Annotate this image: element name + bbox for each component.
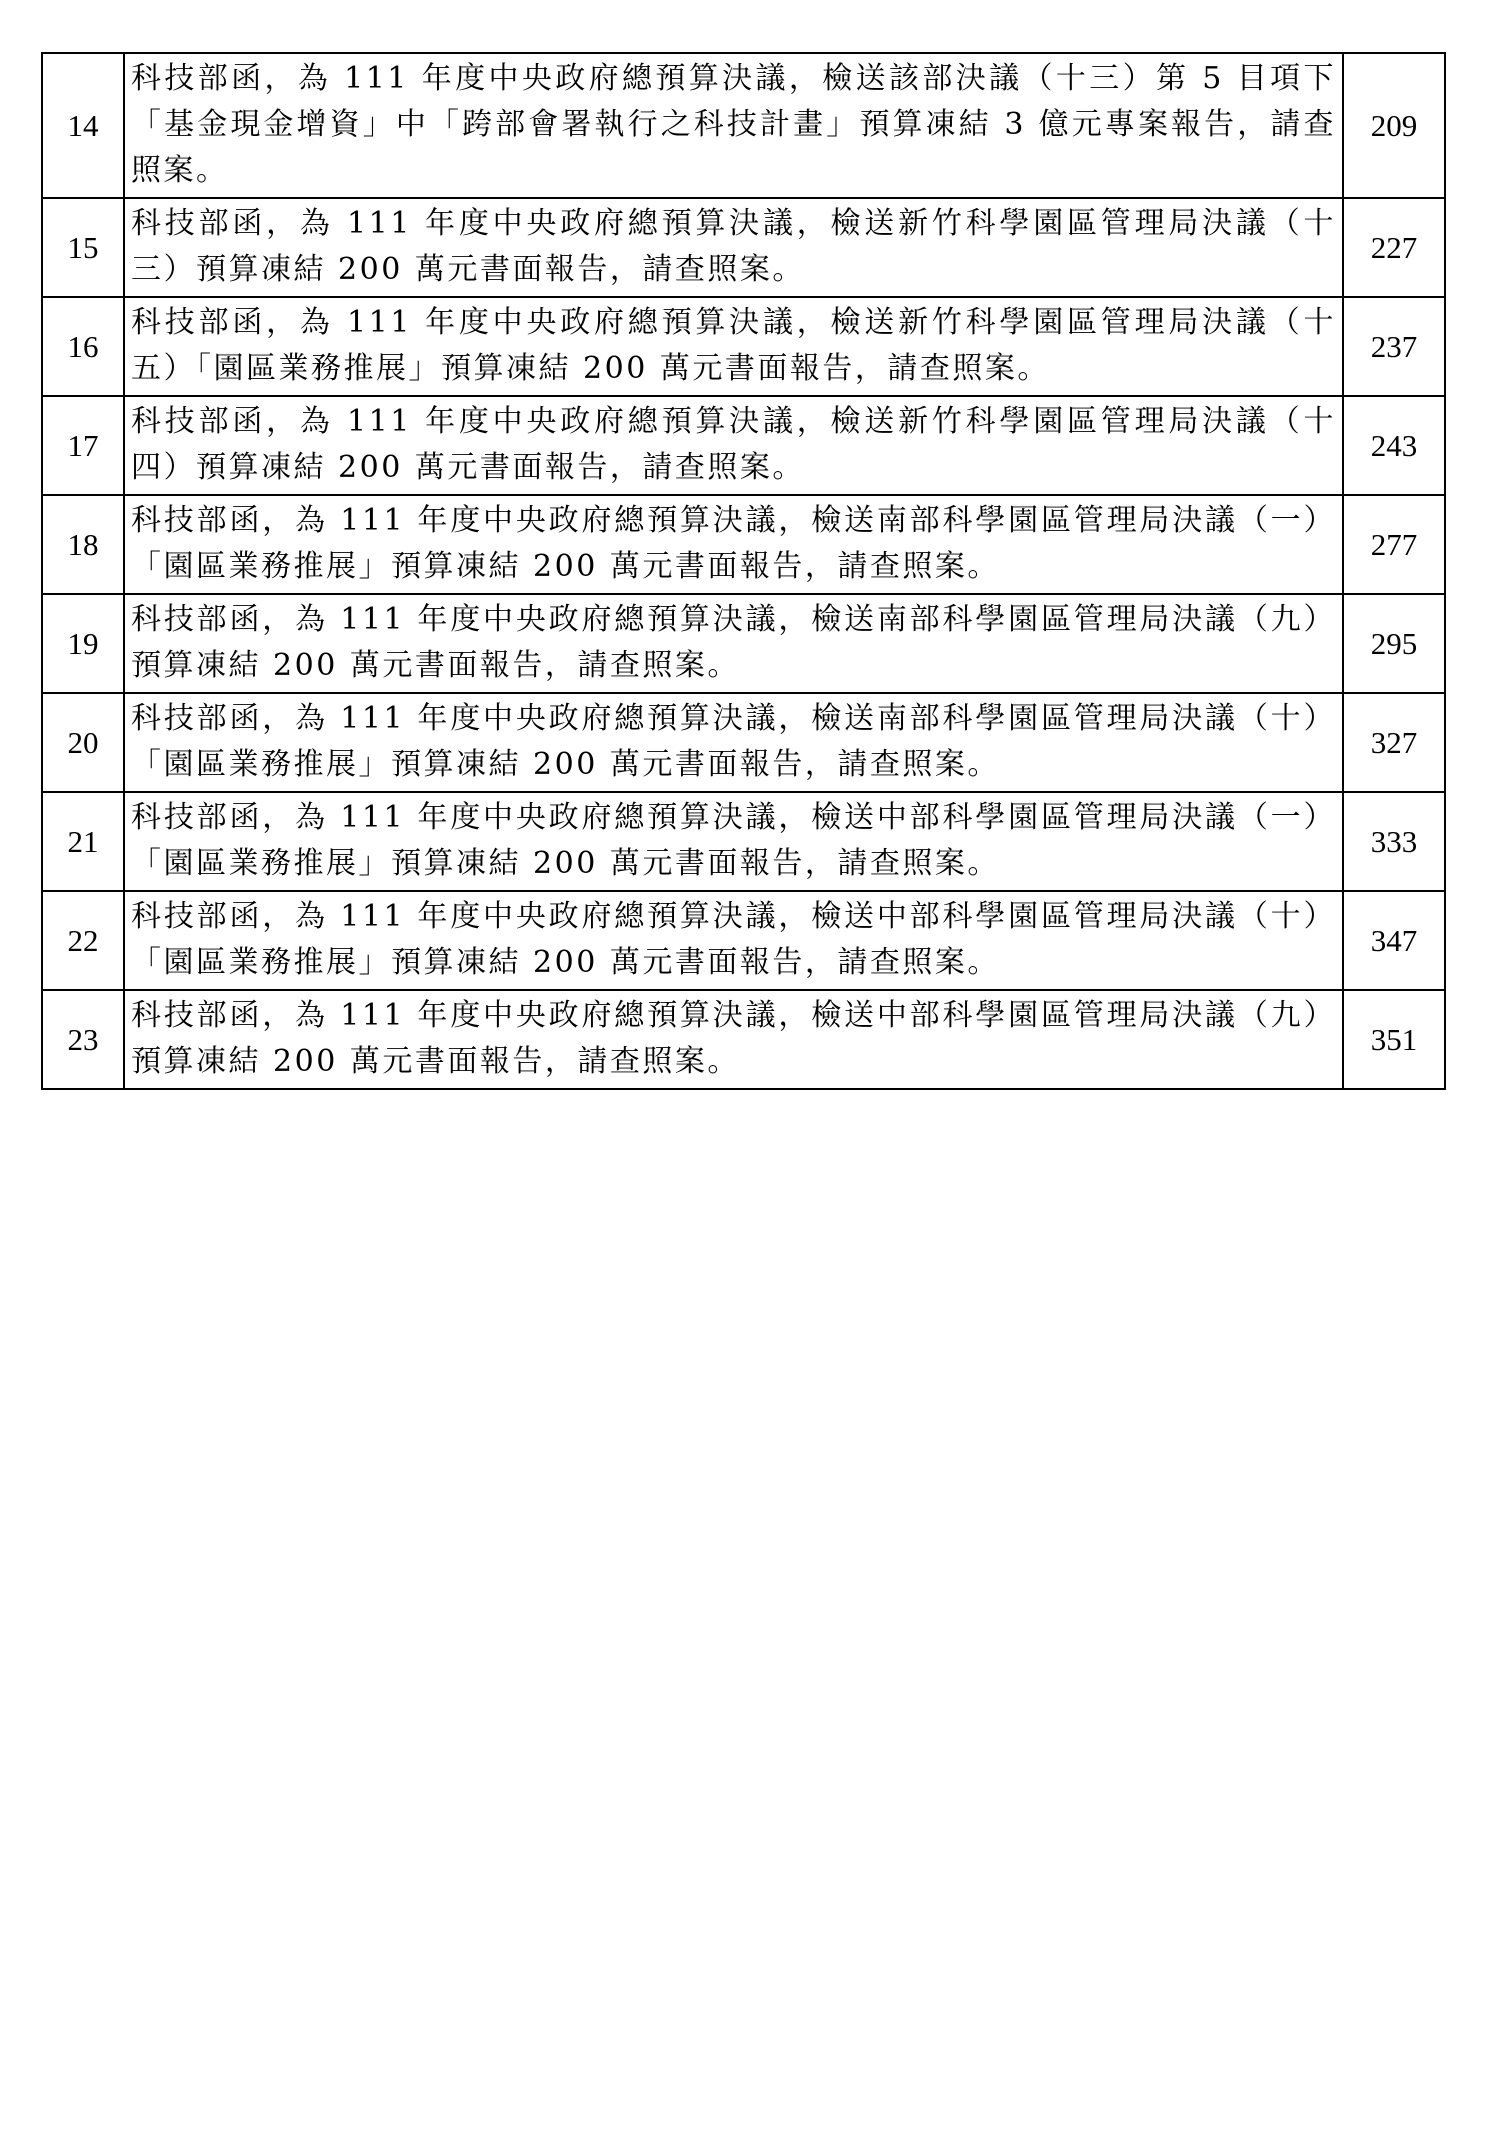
table-row (42, 594, 1445, 693)
item-number: 19 (42, 594, 124, 693)
item-number: 21 (42, 792, 124, 891)
item-description: 科技部函，為 111 年度中央政府總預算決議，檢送南部科學園區管理局決議（一）「園區業務推展」預算凍結 200 萬元書面報告，請查照案。 (124, 495, 1343, 594)
page-number: 347 (1343, 891, 1445, 990)
item-number: 22 (42, 891, 124, 990)
table-row (42, 396, 1445, 495)
page-number: 333 (1343, 792, 1445, 891)
item-description: 科技部函，為 111 年度中央政府總預算決議，檢送新竹科學園區管理局決議（十五）「園區業務推展」預算凍結 200 萬元書面報告，請查照案。 (124, 297, 1343, 396)
item-number: 16 (42, 297, 124, 396)
agenda-table (41, 52, 1446, 1090)
table-row (42, 495, 1445, 594)
item-number: 17 (42, 396, 124, 495)
item-description: 科技部函，為 111 年度中央政府總預算決議，檢送中部科學園區管理局決議（十）「園區業務推展」預算凍結 200 萬元書面報告，請查照案。 (124, 891, 1343, 990)
table-row (42, 990, 1445, 1089)
table-row (42, 198, 1445, 297)
page-number: 277 (1343, 495, 1445, 594)
page-number: 237 (1343, 297, 1445, 396)
table-row (42, 792, 1445, 891)
item-description: 科技部函，為 111 年度中央政府總預算決議，檢送該部決議（十三）第 5 目項下「基金現金增資」中「跨部會署執行之科技計畫」預算凍結 3 億元專案報告，請查照案。 (124, 53, 1343, 198)
page-number: 327 (1343, 693, 1445, 792)
page-number: 209 (1343, 53, 1445, 198)
item-number: 20 (42, 693, 124, 792)
item-description: 科技部函，為 111 年度中央政府總預算決議，檢送中部科學園區管理局決議（九）預算凍結 200 萬元書面報告，請查照案。 (124, 990, 1343, 1089)
table-row (42, 693, 1445, 792)
page-number: 295 (1343, 594, 1445, 693)
page-number: 351 (1343, 990, 1445, 1089)
item-number: 18 (42, 495, 124, 594)
table-row (42, 891, 1445, 990)
item-description: 科技部函，為 111 年度中央政府總預算決議，檢送新竹科學園區管理局決議（十三）預算凍結 200 萬元書面報告，請查照案。 (124, 198, 1343, 297)
item-number: 14 (42, 53, 124, 198)
item-description: 科技部函，為 111 年度中央政府總預算決議，檢送南部科學園區管理局決議（十）「園區業務推展」預算凍結 200 萬元書面報告，請查照案。 (124, 693, 1343, 792)
item-description: 科技部函，為 111 年度中央政府總預算決議，檢送南部科學園區管理局決議（九）預算凍結 200 萬元書面報告，請查照案。 (124, 594, 1343, 693)
page-number: 227 (1343, 198, 1445, 297)
page-number: 243 (1343, 396, 1445, 495)
item-number: 23 (42, 990, 124, 1089)
table-row (42, 53, 1445, 198)
table-row (42, 297, 1445, 396)
item-description: 科技部函，為 111 年度中央政府總預算決議，檢送新竹科學園區管理局決議（十四）預算凍結 200 萬元書面報告，請查照案。 (124, 396, 1343, 495)
item-number: 15 (42, 198, 124, 297)
item-description: 科技部函，為 111 年度中央政府總預算決議，檢送中部科學園區管理局決議（一）「園區業務推展」預算凍結 200 萬元書面報告，請查照案。 (124, 792, 1343, 891)
